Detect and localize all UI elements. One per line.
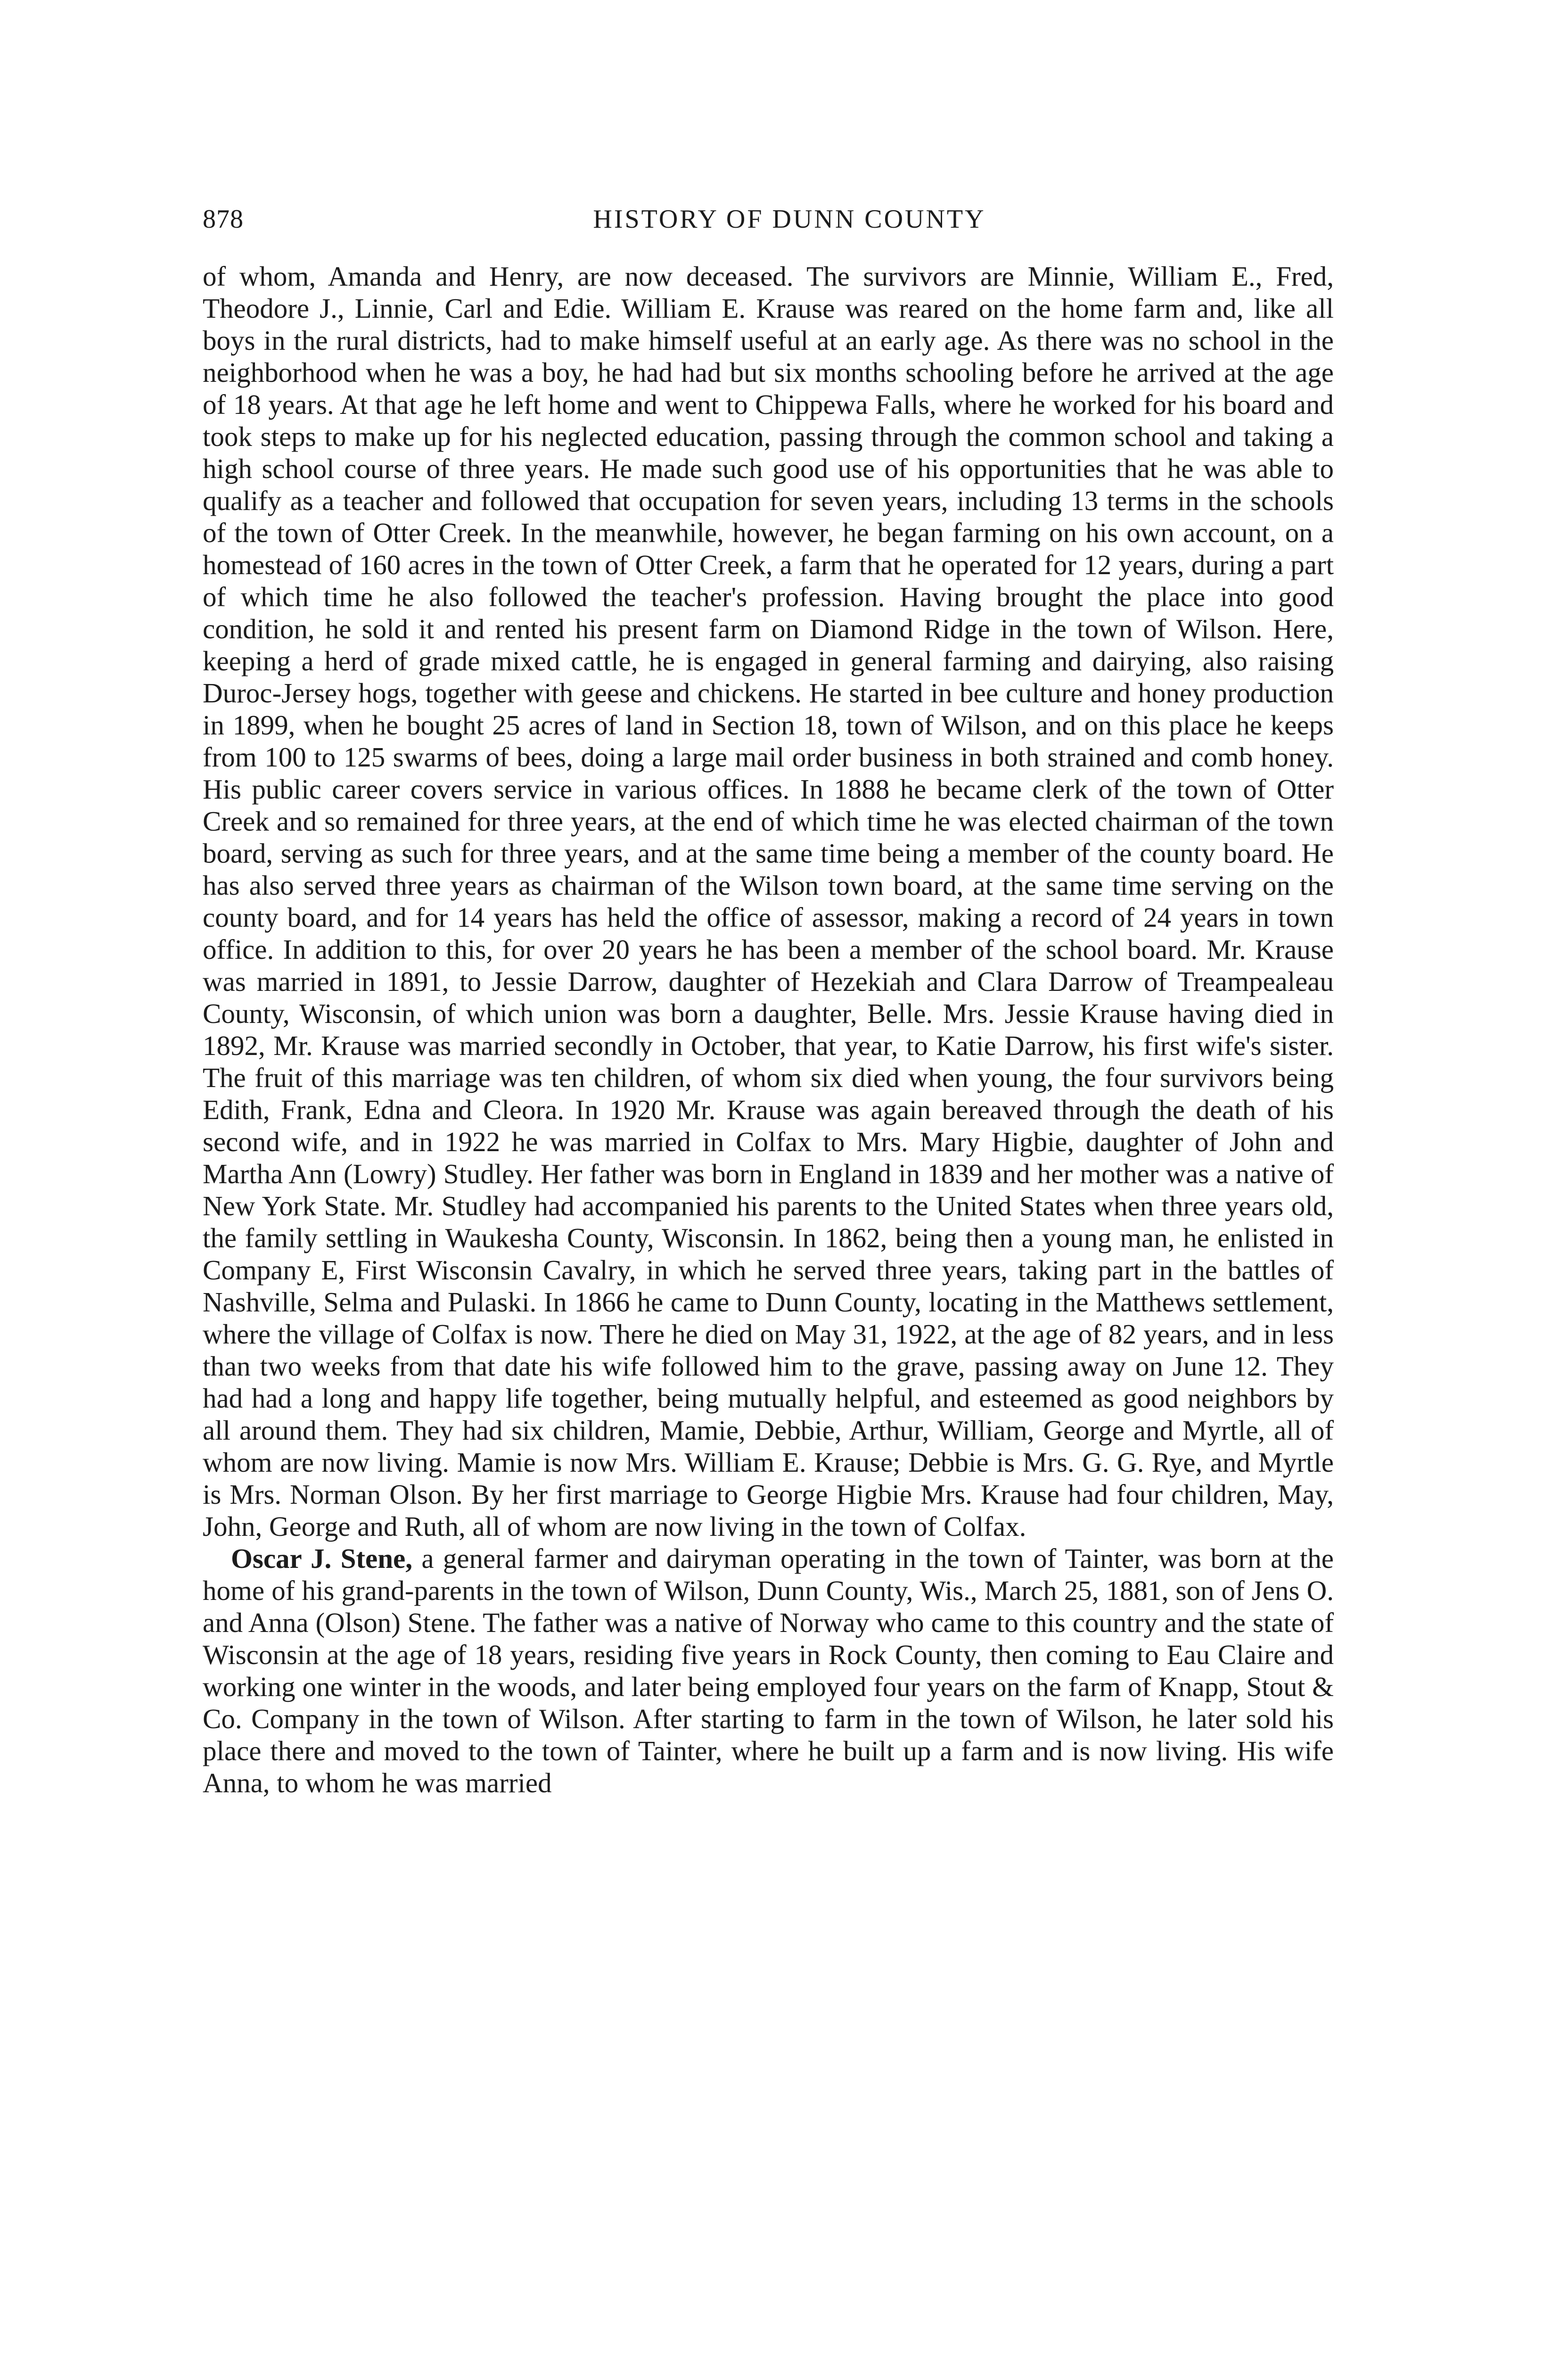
paragraph-stene-entry (203, 1542, 1334, 1799)
paragraph-krause-continued (203, 260, 1334, 1542)
body-text (203, 260, 1334, 1799)
page-number: 878 (203, 205, 244, 234)
running-header (203, 198, 1376, 240)
paragraph-text: a general farmer and dairyman operating in the town of Tainter, was born at the home of his grand-parents in the town of Wilson, Dunn County, Wis., March 25, 1881, son of Jens O. and Anna (Olson) Stene. The father was a native of Norway who came to this country and the state of Wisconsin at the age of 18 years, residing five years in Rock County, then coming to Eau Claire and working one winter in the woods, and later being employed four years on the farm of Knapp, Stout & Co. Company in the town of Wilson. After starting to farm in the town of Wilson, he later sold his place there and moved to the town of Tainter, where he built up a farm and is now living. His wife Anna, to whom he was married (203, 1543, 1334, 1798)
running-title: HISTORY OF DUNN COUNTY (593, 205, 986, 234)
paragraph-text: of whom, Amanda and Henry, are now deceased. The survivors are Minnie, William E., Fred, Theodore J., Linnie, Carl and Edie. William E. Krause was reared on the home farm and, like all boys in the rural districts, had to make himself useful at an early age. As there was no school in the neighborhood when he was a boy, he had had but six months schooling before he arrived at the age of 18 years. At that age he left home and went to Chippewa Falls, where he worked for his board and took steps to make up for his neglected education, passing through the common school and taking a high school course of three years. He made such good use of his opportunities that he was able to qualify as a teacher and followed that occupation for seven years, including 13 terms in the schools of the town of Otter Creek. In the meanwhile, however, he began farming on his own account, on a homestead of 160 acres in the town of Otter Creek, a farm that he operated for 12 years, during a part of which time he also followed the teacher's profession. Having brought the place into good condition, he sold it and rented his present farm on Diamond Ridge in the town of Wilson. Here, keeping a herd of grade mixed cattle, he is engaged in general farming and dairying, also raising Duroc-Jersey hogs, together with geese and chickens. He started in bee culture and honey production in 1899, when he bought 25 acres of land in Section 18, town of Wilson, and on this place he keeps from 100 to 125 swarms of bees, doing a large mail order business in both strained and comb honey. His public career covers service in various offices. In 1888 he became clerk of the town of Otter Creek and so remained for three years, at the end of which time he was elected chairman of the town board, serving as such for three years, and at the same time being a member of the county board. He has also served three years as chairman of the Wilson town board, at the same time serving on the county board, and for 14 years has held the office of assessor, making a record of 24 years in town office. In addition to this, for over 20 years he has been a member of the school board. Mr. Krause was married in 1891, to Jessie Darrow, daughter of Hezekiah and Clara Darrow of Treampealeau County, Wisconsin, of which union was born a daughter, Belle. Mrs. Jessie Krause having died in 1892, Mr. Krause was married secondly in October, that year, to Katie Darrow, his first wife's sister. The fruit of this marriage was ten children, of whom six died when young, the four survivors being Edith, Frank, Edna and Cleora. In 1920 Mr. Krause was again bereaved through the death of his second wife, and in 1922 he was married in Colfax to Mrs. Mary Higbie, daughter of John and Martha Ann (Lowry) Studley. Her father was born in England in 1839 and her mother was a native of New York State. Mr. Studley had accompanied his parents to the United States when three years old, the family settling in Waukesha County, Wisconsin. In 1862, being then a young man, he enlisted in Company E, First Wisconsin Cavalry, in which he served three years, taking part in the battles of Nashville, Selma and Pulaski. In 1866 he came to Dunn County, locating in the Matthews settlement, where the village of Colfax is now. There he died on May 31, 1922, at the age of 82 years, and in less than two weeks from that date his wife followed him to the grave, passing away on June 12. They had had a long and happy life together, being mutually helpful, and esteemed as good neighbors by all around them. They had six children, Mamie, Debbie, Arthur, William, George and Myrtle, all of whom are now living. Mamie is now Mrs. William E. Krause; Debbie is Mrs. G. G. Rye, and Myrtle is Mrs. Norman Olson. By her first marriage to George Higbie Mrs. Krause had four children, May, John, George and Ruth, all of whom are now living in the town of Colfax. (203, 261, 1334, 1542)
entry-name: Oscar J. Stene, (231, 1543, 412, 1574)
